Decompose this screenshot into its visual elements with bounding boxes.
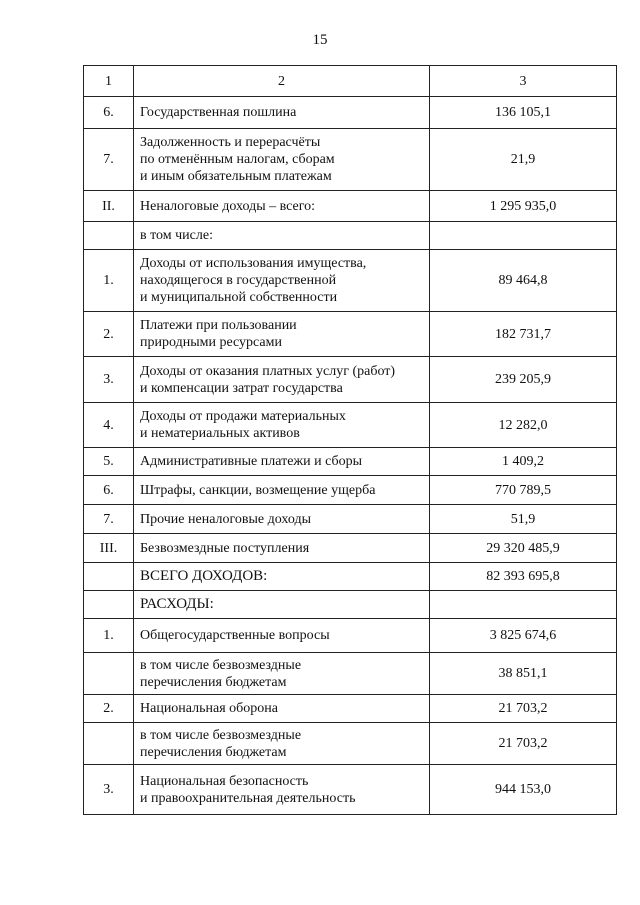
header-col-2: 2	[134, 66, 430, 97]
row-name-line: и муниципальной собственности	[140, 290, 338, 305]
row-name-line: перечисления бюджетам	[140, 674, 287, 690]
table-row	[84, 222, 617, 250]
table-row	[84, 250, 617, 312]
table-row	[84, 534, 617, 563]
row-name	[134, 222, 430, 250]
row-value: 944 153,0	[430, 765, 617, 815]
row-name-line: Национальная безопасность	[140, 773, 309, 789]
row-name	[134, 534, 430, 563]
budget-table-body	[84, 66, 617, 815]
row-name-line: Общегосударственные вопросы	[140, 628, 330, 643]
table-row	[84, 448, 617, 476]
row-value	[430, 222, 617, 250]
table-row	[84, 476, 617, 505]
table-row	[84, 695, 617, 723]
row-value: 29 320 485,9	[430, 534, 617, 563]
row-name-line: ВСЕГО ДОХОДОВ:	[140, 568, 268, 584]
header-row	[84, 66, 617, 97]
table-row	[84, 723, 617, 765]
row-name	[134, 250, 430, 312]
row-value: 89 464,8	[430, 250, 617, 312]
row-number: III.	[84, 534, 134, 563]
row-name-line: и иным обязательным платежам	[140, 169, 332, 184]
row-value: 3 825 674,6	[430, 619, 617, 653]
row-name-line: Доходы от использования имущества,	[140, 256, 367, 271]
row-value: 770 789,5	[430, 476, 617, 505]
row-name-line: Национальная оборона	[140, 701, 278, 716]
row-value	[430, 591, 617, 619]
row-name-line: Безвозмездные поступления	[140, 540, 310, 556]
row-name	[134, 505, 430, 534]
row-name	[134, 191, 430, 222]
row-name	[134, 403, 430, 448]
row-name-line: Государственная пошлина	[140, 105, 297, 120]
row-value: 136 105,1	[430, 97, 617, 129]
row-name	[134, 619, 430, 653]
table-row	[84, 403, 617, 448]
row-name-line: в том числе безвозмездные	[140, 727, 302, 743]
row-name-line: РАСХОДЫ:	[140, 596, 214, 612]
row-name-line: Доходы от продажи материальных	[140, 409, 346, 424]
row-name-line: Штрафы, санкции, возмещение ущерба	[140, 482, 376, 498]
row-name	[134, 723, 430, 765]
row-value: 21 703,2	[430, 695, 617, 723]
row-number: II.	[84, 191, 134, 222]
row-value: 239 205,9	[430, 357, 617, 403]
row-name-line: Задолженность и перерасчёты	[140, 135, 321, 150]
row-number: 5.	[84, 448, 134, 476]
header-col-1: 1	[84, 66, 134, 97]
row-name-line: Платежи при пользовании	[140, 318, 297, 333]
row-name-line: перечисления бюджетам	[140, 744, 287, 760]
row-value: 82 393 695,8	[430, 563, 617, 591]
table-row	[84, 312, 617, 357]
header-col-3: 3	[430, 66, 617, 97]
table-row	[84, 619, 617, 653]
budget-table	[83, 65, 617, 815]
row-name-line: Доходы от оказания платных услуг (работ)	[140, 363, 396, 379]
row-number: 2.	[84, 312, 134, 357]
row-name	[134, 97, 430, 129]
table-row	[84, 653, 617, 695]
row-value: 1 409,2	[430, 448, 617, 476]
table-row	[84, 505, 617, 534]
row-name-line: и правоохранительная деятельность	[140, 790, 356, 806]
row-name	[134, 312, 430, 357]
row-name-line: Прочие неналоговые доходы	[140, 511, 312, 527]
row-number	[84, 222, 134, 250]
row-number: 6.	[84, 97, 134, 129]
table-row	[84, 129, 617, 191]
row-name-line: по отменённым налогам, сборам	[140, 152, 335, 167]
row-number: 7.	[84, 505, 134, 534]
row-value: 51,9	[430, 505, 617, 534]
row-value: 182 731,7	[430, 312, 617, 357]
table-row	[84, 357, 617, 403]
table-row	[84, 191, 617, 222]
row-name-line: Административные платежи и сборы	[140, 454, 362, 469]
row-name	[134, 563, 430, 591]
row-name-line: Неналоговые доходы – всего:	[140, 198, 316, 214]
table-row	[84, 765, 617, 815]
row-name	[134, 765, 430, 815]
row-number: 1.	[84, 619, 134, 653]
row-name-line: в том числе:	[140, 228, 213, 243]
row-number	[84, 653, 134, 695]
row-value: 38 851,1	[430, 653, 617, 695]
row-number: 7.	[84, 129, 134, 191]
row-number: 4.	[84, 403, 134, 448]
row-name-line: в том числе безвозмездные	[140, 657, 302, 673]
row-name	[134, 653, 430, 695]
page-number: 15	[312, 32, 328, 48]
row-number: 6.	[84, 476, 134, 505]
row-value: 1 295 935,0	[430, 191, 617, 222]
row-name-line: природными ресурсами	[140, 335, 282, 350]
row-name	[134, 357, 430, 403]
row-name-line: находящегося в государственной	[140, 273, 337, 288]
row-name	[134, 476, 430, 505]
table-row	[84, 591, 617, 619]
row-value: 21,9	[430, 129, 617, 191]
table-row	[84, 97, 617, 129]
row-name	[134, 448, 430, 476]
row-name-line: и нематериальных активов	[140, 426, 300, 441]
row-number	[84, 563, 134, 591]
table-row	[84, 563, 617, 591]
row-number	[84, 591, 134, 619]
row-name	[134, 695, 430, 723]
row-name	[134, 129, 430, 191]
row-name-line: и компенсации затрат государства	[140, 380, 343, 396]
row-value: 12 282,0	[430, 403, 617, 448]
row-number: 3.	[84, 765, 134, 815]
row-name	[134, 591, 430, 619]
row-number: 2.	[84, 695, 134, 723]
row-number: 1.	[84, 250, 134, 312]
row-number	[84, 723, 134, 765]
row-value: 21 703,2	[430, 723, 617, 765]
row-number: 3.	[84, 357, 134, 403]
